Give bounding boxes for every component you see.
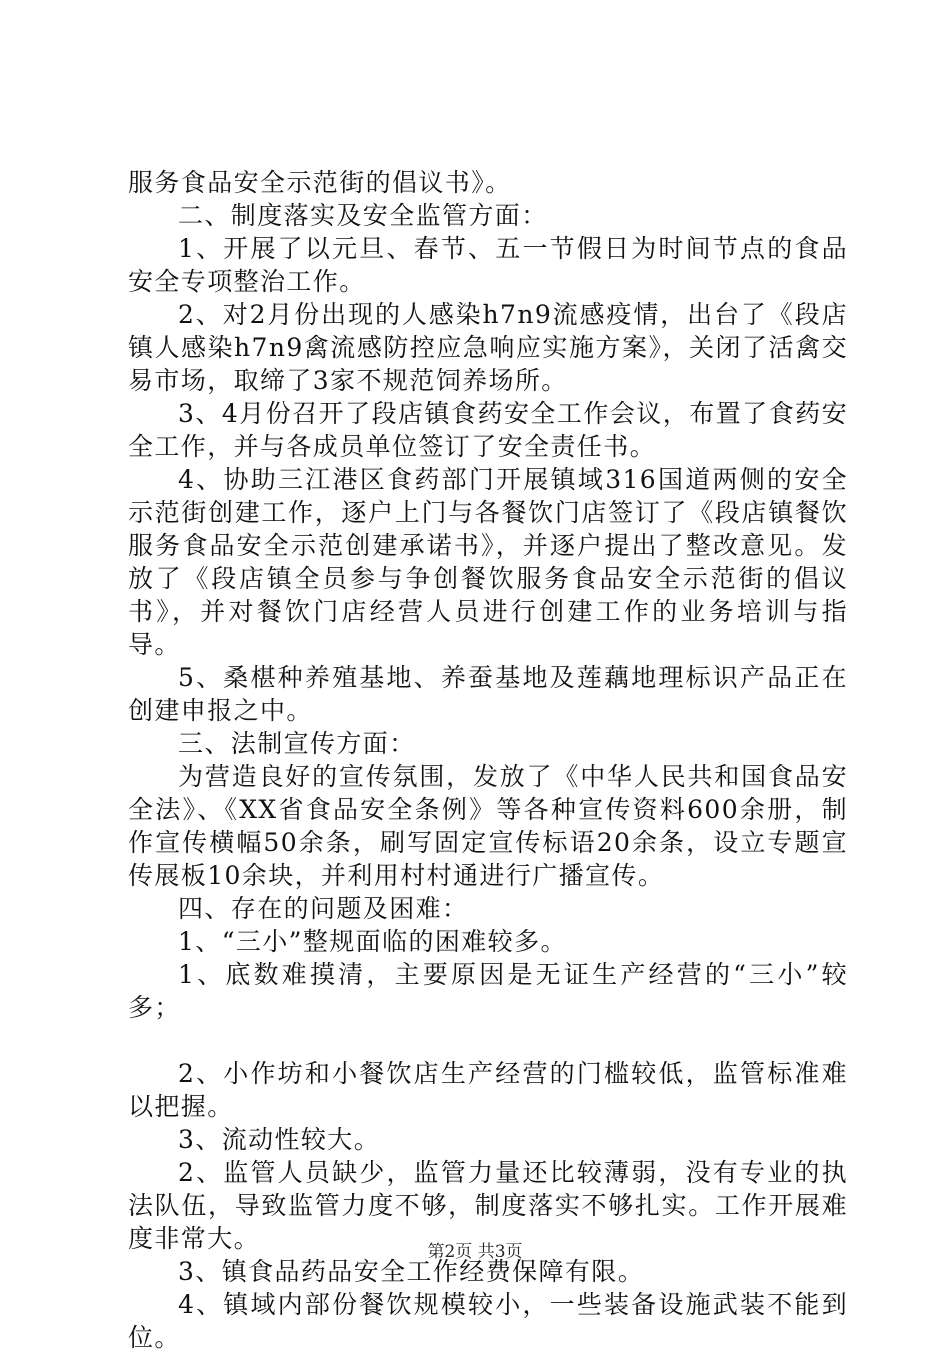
section-heading-publicity: 三、法制宣传方面： [178,729,416,758]
section-heading-institution: 二、制度落实及安全监管方面： [178,201,548,230]
paragraph-item: 3、流动性较大。 [178,1125,381,1154]
paragraph-item: 3、4月份召开了段店镇食药安全工作会议，布置了食药安全工作，并与各成员单位签订了安全责任书。 [128,399,848,461]
section-heading-problems: 四、存在的问题及困难： [178,894,469,923]
paragraph-item: 1、“三小”整规面临的困难较多。 [178,927,567,956]
paragraph-item: 4、协助三江港区食药部门开展镇域316国道两侧的安全示范街创建工作，逐户上门与各餐饮门店签订了《段店镇餐饮服务食品安全示范创建承诺书》，并逐户提出了整改意见。发放了《段店镇全员参与争创餐饮服务食品安全示范街的倡议书》，并对餐饮门店经营人员进行创建工作的业务培训与指导。 [128,465,848,659]
paragraph-item: 1、底数难摸清，主要原因是无证生产经营的“三小”较多； [128,960,848,1022]
paragraph-item: 4、镇域内部份餐饮规模较小，一些装备设施武装不能到位。 [128,1290,848,1352]
paragraph-item: 2、对2月份出现的人感染h7n9流感疫情，出台了《段店镇人感染h7n9禽流感防控应急响应实施方案》，关闭了活禽交易市场，取缔了3家不规范饲养场所。 [128,300,848,395]
paragraph-item: 2、小作坊和小餐饮店生产经营的门槛较低，监管标准难以把握。 [128,1059,848,1121]
page-number-footer: 第2页 共3页 [427,1242,523,1262]
paragraph-continuation: 服务食品安全示范街的倡议书》。 [128,168,512,197]
paragraph-item: 2、监管人员缺少，监管力量还比较薄弱，没有专业的执法队伍，导致监管力度不够，制度落实不够扎实。工作开展难度非常大。 [128,1158,848,1253]
paragraph-item: 3、镇食品药品安全工作经费保障有限。 [178,1257,645,1286]
paragraph-item: 1、开展了以元旦、春节、五一节假日为时间节点的食品安全专项整治工作。 [128,234,848,296]
document-body [128,166,848,1354]
paragraph-item: 为营造良好的宣传氛围，发放了《中华人民共和国食品安全法》、《XX省食品安全条例》等各种宣传资料600余册，制作宣传横幅50余条，刷写固定宣传标语20余条，设立专题宣传展板10余块，并利用村村通进行广播宣传。 [128,762,848,890]
paragraph-item: 5、桑椹种养殖基地、养蚕基地及莲藕地理标识产品正在创建申报之中。 [128,663,848,725]
